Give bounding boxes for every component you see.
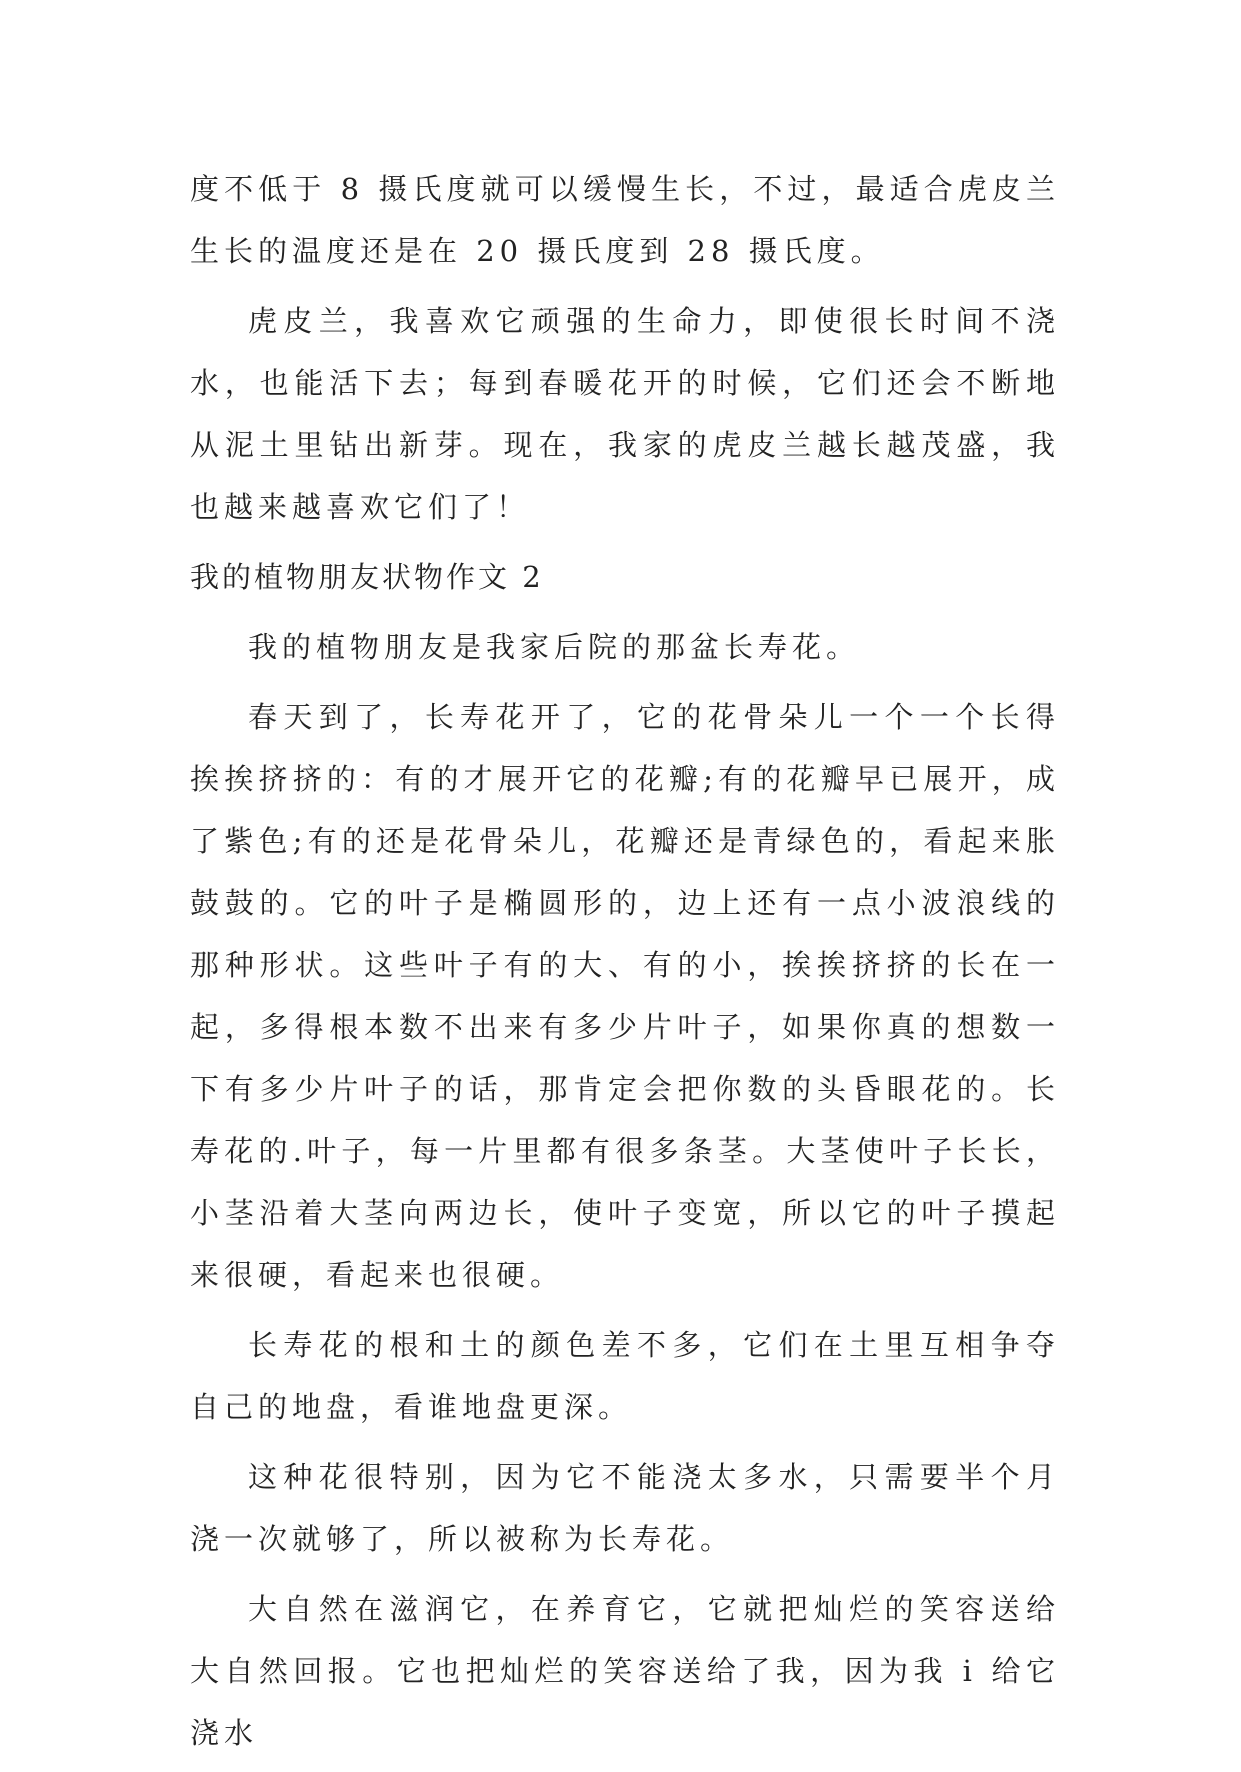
- paragraph-1: 度不低于 8 摄氏度就可以缓慢生长，不过，最适合虎皮兰生长的温度还是在 20 摄氏度到 28 摄氏度。: [190, 172, 1060, 268]
- paragraph-4: 春天到了，长寿花开了，它的花骨朵儿一个一个长得挨挨挤挤的：有的才展开它的花瓣;有的花瓣早已展开，成了紫色;有的还是花骨朵儿，花瓣还是青绿色的，看起来胀鼓鼓的。它的叶子是椭圆形的，边上还有一点小波浪线的那种形状。这些叶子有的大、有的小，挨挨挤挤的长在一起，多得根本数不出来有多少片叶子，如果你真的想数一下有多少片叶子的话，那肯定会把你数的头昏眼花的。长寿花的.叶子，每一片里都有很多条茎。大茎使叶子长长，小茎沿着大茎向两边长，使叶子变宽，所以它的叶子摸起来很硬，看起来也很硬。: [190, 700, 1060, 1292]
- paragraph-2: 虎皮兰，我喜欢它顽强的生命力，即使很长时间不浇水，也能活下去；每到春暖花开的时候，它们还会不断地从泥土里钻出新芽。现在，我家的虎皮兰越长越茂盛，我也越来越喜欢它们了！: [190, 304, 1060, 524]
- paragraph-7: 大自然在滋润它，在养育它，它就把灿烂的笑容送给大自然回报。它也把灿烂的笑容送给了我，因为我 i 给它浇水: [190, 1592, 1060, 1750]
- paragraph-6: 这种花很特别，因为它不能浇太多水，只需要半个月浇一次就够了，所以被称为长寿花。: [190, 1460, 1060, 1556]
- document-body: [190, 158, 1060, 1772]
- section-heading: 我的植物朋友状物作文 2: [190, 560, 544, 594]
- paragraph-5: 长寿花的根和土的颜色差不多，它们在土里互相争夺自己的地盘，看谁地盘更深。: [190, 1328, 1060, 1424]
- paragraph-3: 我的植物朋友是我家后院的那盆长寿花。: [248, 630, 861, 664]
